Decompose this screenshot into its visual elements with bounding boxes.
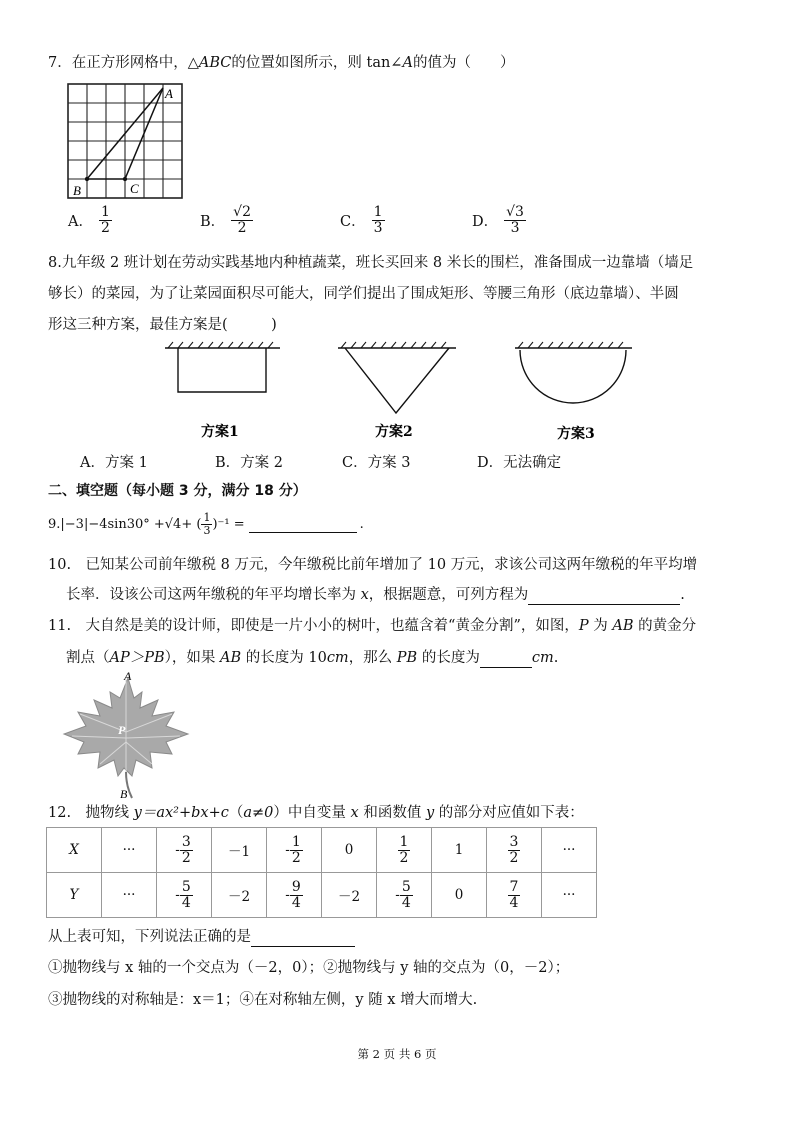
triangle-fence	[345, 348, 449, 413]
q12-statements-2: ③抛物线的对称轴是：x＝1；④在对称轴左侧，y 随 x 增大而增大.	[48, 992, 478, 1008]
table-cell: $\frac{1}{2}$	[377, 828, 432, 873]
q7-grid-figure	[64, 80, 194, 200]
q8-option-a[interactable]: A．方案 1	[80, 455, 148, 471]
table-cell: - $\frac{1}{2}$	[267, 828, 322, 873]
table-cell: $\frac{7}{4}$	[487, 873, 542, 918]
table-cell: ···	[542, 873, 597, 918]
leaf-label-p: P	[118, 723, 126, 737]
table-cell: ···	[102, 873, 157, 918]
q8-option-c[interactable]: C．方案 3	[342, 455, 411, 471]
q7-option-a[interactable]: A． $\frac{1}{2}$	[68, 204, 110, 236]
table-cell: - $\frac{9}{4}$	[267, 873, 322, 918]
value-table	[46, 827, 597, 918]
caption-scheme-2: 方案2	[375, 424, 413, 440]
label-a: A	[165, 86, 173, 101]
q12-question: 从上表可知，下列说法正确的是	[48, 927, 355, 947]
table-cell: - $\frac{5}{4}$	[157, 873, 212, 918]
q11-answer-blank[interactable]	[480, 651, 532, 668]
table-cell: －1	[212, 828, 267, 873]
table-row-y	[47, 873, 597, 918]
maple-leaf-figure	[62, 672, 190, 802]
semicircle-fence	[520, 350, 626, 403]
q7-stem: 7．在正方形网格中，△ABC的位置如图所示，则 tan∠A的值为（ ）	[48, 55, 515, 71]
table-cell: $\frac{3}{2}$	[487, 828, 542, 873]
q8-line1: 8.九年级 2 班计划在劳动实践基地内种植蔬菜，班长买回来 8 米长的围栏，准备围成一边靠墙（墙足	[48, 255, 694, 271]
q12-stem: 12. 抛物线 y＝ax²+bx+c（a≠0）中自变量 x 和函数值 y 的部分对应值如下表：	[48, 805, 584, 821]
table-cell: X	[47, 828, 102, 873]
leaf-label-a: A	[124, 672, 132, 683]
caption-scheme-3: 方案3	[557, 426, 595, 442]
leaf-label-b: B	[120, 787, 128, 801]
table-cell: 0	[322, 828, 377, 873]
q8-line3: 形这三种方案，最佳方案是( )	[48, 317, 277, 333]
q12-answer-blank[interactable]	[251, 930, 355, 947]
q8-option-b[interactable]: B．方案 2	[215, 455, 283, 471]
q8-schemes-figure	[160, 338, 640, 446]
q10-answer-blank[interactable]	[528, 588, 680, 605]
q7-option-d[interactable]: D． $\frac{√3}{3}$	[472, 204, 524, 236]
q7-option-c[interactable]: C． $\frac{1}{3}$	[340, 204, 383, 236]
table-cell: 1	[432, 828, 487, 873]
q9-stem: 9. |−3|−4sin30° + √4 + ( $\frac{1}{3}$ )⁻¹ = .	[48, 511, 364, 537]
table-cell: ···	[542, 828, 597, 873]
table-row-x	[47, 828, 597, 873]
label-b: B	[73, 183, 81, 198]
q10-line1: 10. 已知某公司前年缴税 8 万元，今年缴税比前年增加了 10 万元，求该公司这两年缴税的年平均增	[48, 557, 698, 573]
q8-option-d[interactable]: D．无法确定	[477, 455, 562, 471]
section-heading: 二、填空题（每小题 3 分，满分 18 分）	[48, 483, 307, 499]
q8-line2: 够长）的菜园，为了让菜园面积尽可能大，同学们提出了围成矩形、等腰三角形（底边靠墙）、半圆	[48, 286, 679, 302]
rectangle-fence	[178, 348, 266, 392]
label-c: C	[130, 181, 139, 196]
q11-line1: 11. 大自然是美的设计师，即使是一片小小的树叶，也蕴含着“黄金分割”，如图，P 为 AB 的黄金分	[48, 618, 697, 634]
table-cell: －2	[322, 873, 377, 918]
table-cell: - $\frac{3}{2}$	[157, 828, 212, 873]
table-cell: - $\frac{5}{4}$	[377, 873, 432, 918]
q7-option-b[interactable]: B． $\frac{√2}{2}$	[200, 204, 251, 236]
q11-line2: 割点（AP＞PB），如果 AB 的长度为 10cm，那么 PB 的长度为 cm.	[66, 650, 559, 666]
q9-answer-blank[interactable]	[249, 516, 357, 533]
q12-statements-1: ①抛物线与 x 轴的一个交点为（－2，0）；②抛物线与 y 轴的交点为（0，－2）；	[48, 960, 570, 976]
q10-line2: 长率．设该公司这两年缴税的年平均增长率为 x，根据题意，可列方程为 .	[66, 587, 685, 603]
caption-scheme-1: 方案1	[201, 424, 239, 440]
table-cell: Y	[47, 873, 102, 918]
table-cell: 0	[432, 873, 487, 918]
table-cell: ···	[102, 828, 157, 873]
page-footer: 第 2 页 共 6 页	[357, 1047, 437, 1061]
table-cell: －2	[212, 873, 267, 918]
